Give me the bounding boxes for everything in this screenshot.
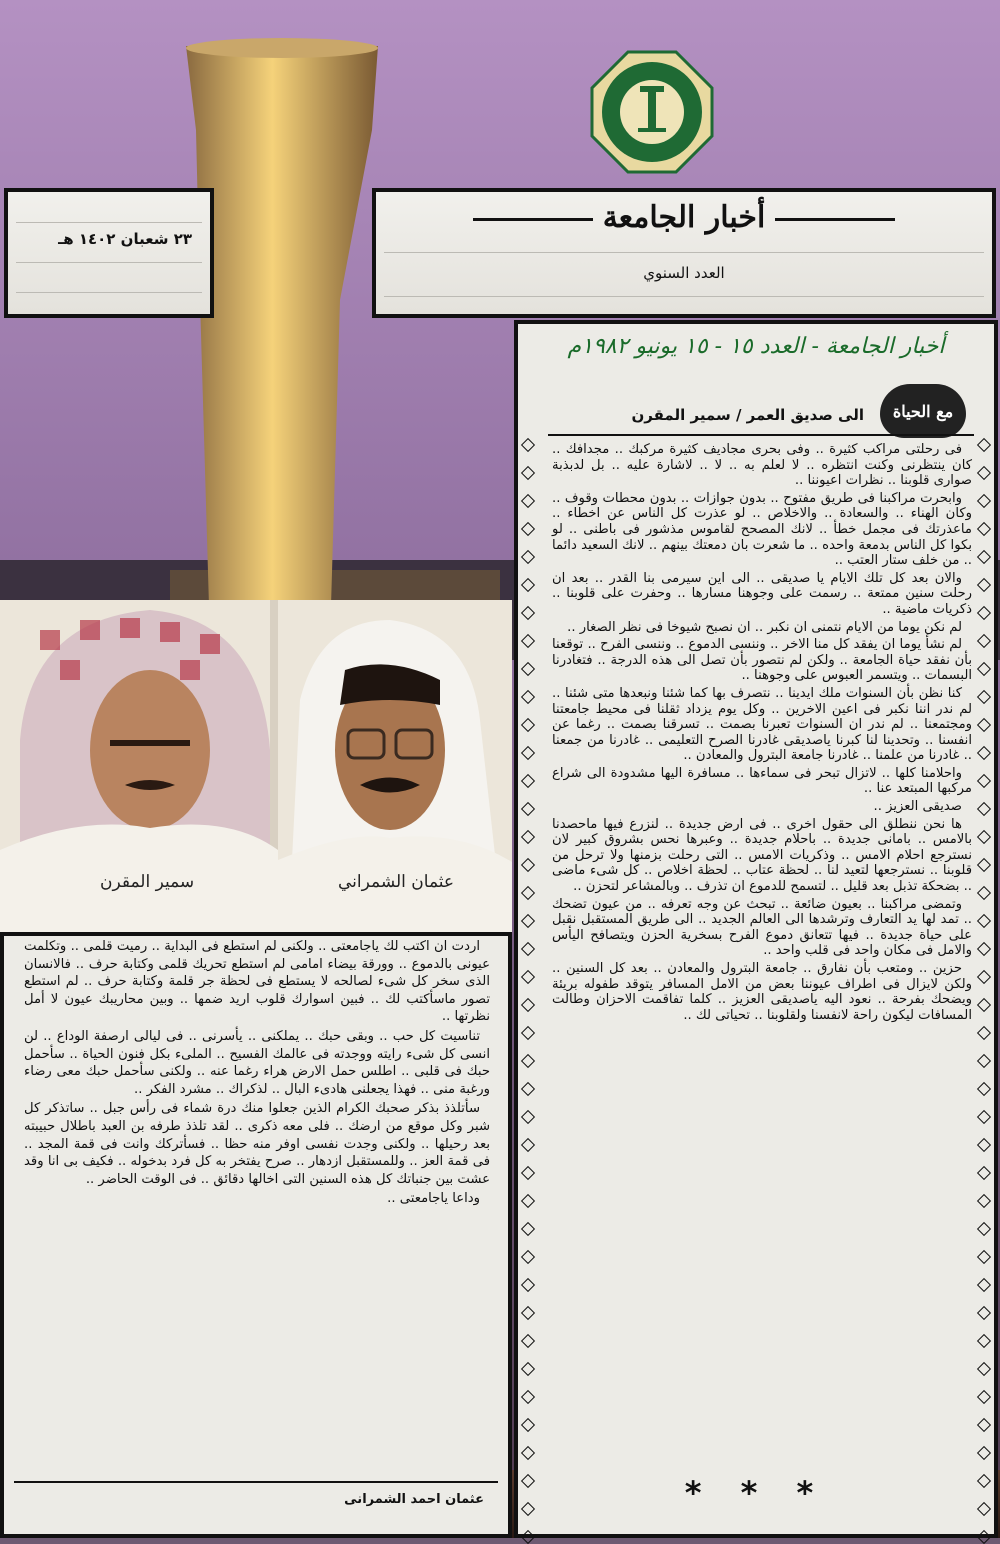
diamond-ornament — [521, 494, 535, 508]
diamond-ornament — [977, 1082, 991, 1096]
signature-rule — [14, 1481, 498, 1483]
diamond-ornament — [977, 1362, 991, 1376]
diamond-ornament — [977, 1054, 991, 1068]
diamond-ornament — [521, 1446, 535, 1460]
diamond-ornament — [977, 1194, 991, 1208]
diamond-ornament — [977, 494, 991, 508]
article-body — [552, 442, 972, 1025]
issue-date: ٢٣ شعبان ١٤٠٢ هـ — [58, 230, 192, 248]
article-byline: الى صديق العمر / سمير المقرن — [631, 406, 864, 424]
diamond-ornament — [521, 942, 535, 956]
diamond-ornament — [521, 522, 535, 536]
diamond-ornament — [521, 1194, 535, 1208]
ruled-line — [384, 252, 984, 253]
diamond-ornament — [521, 690, 535, 704]
diamond-ornament — [977, 858, 991, 872]
diamond-ornament — [521, 886, 535, 900]
paragraph: وابحرت مراكبنا فى طريق مفتوح .. بدون جوازات .. بدون محطات وقوف .. وكان الهناء .. والسعادة .. والاخلاص .. لو عذرت كل الناس عن اخطاء .. ماعذرتك فى مجمل خطأ .. لانك المصحح لقاموس مذشور فى باطنى .. لو بكوا كل الناس بدمعة واحده .. ما شعرت بان دمعتك بينهم .. لانك السعيد دائما .. من خلف ستار العتب .. — [552, 490, 972, 569]
diamond-ornament — [977, 914, 991, 928]
diamond-ornament — [521, 802, 535, 816]
diamond-ornament — [521, 774, 535, 788]
diamond-ornament — [977, 1306, 991, 1320]
diamond-ornament — [521, 1362, 535, 1376]
paragraph: لم نشأ يوما ان يفقد كل منا الاخر .. وننسى الدموع .. وننسى الفرح .. توقعنا بأن نفقد حياة الجامعة .. ولكن لم نتصور بأن تصل الى هذه الدرجة .. فتغادرنا البسمات .. ويتسمر العبوس على وجوهنا .. — [552, 637, 972, 684]
diamond-border-left — [522, 434, 534, 1494]
diamond-ornament — [977, 998, 991, 1012]
diamond-ornament — [521, 1418, 535, 1432]
diamond-ornament — [521, 970, 535, 984]
diamond-ornament — [521, 858, 535, 872]
diamond-ornament — [977, 886, 991, 900]
diamond-ornament — [521, 438, 535, 452]
paragraph: اردت ان اكتب لك ياجامعتى .. ولكنى لم استطع فى البداية .. رميت قلمى .. وتكلمت عيونى بالدموع .. وورقة بيضاء امامى لم استطع تحريك قلمى وكتابة حرف .. فالانسان الذى سخر كل شىء لصالحه لا يستطع فى لحظة جر قلمة وكتابة حرف .. لم استطع تصور ماسأكتب لك .. فبين اسوارك قلوب اريد ضمها .. وبين محاريبك عيون لا أمل نظرتها .. — [24, 939, 490, 1025]
diamond-ornament — [521, 1054, 535, 1068]
diamond-ornament — [521, 662, 535, 676]
diamond-ornament — [521, 1166, 535, 1180]
ruled-line — [16, 222, 202, 223]
paragraph: فى رحلتى مراكب كثيرة .. وفى بحرى مجاديف كثيرة مركبك .. مجدافك .. كان ينتظرنى وكنت انتظره .. لا لعلم به .. لا .. لاشارة عليه .. بل لدبذبة صوارى قلوبنا .. نظرات اعيوننا .. — [552, 442, 972, 489]
diamond-ornament — [521, 1222, 535, 1236]
diamond-ornament — [521, 606, 535, 620]
diamond-ornament — [977, 466, 991, 480]
diamond-ornament — [977, 1446, 991, 1460]
diamond-border-right — [978, 434, 990, 1494]
diamond-ornament — [977, 1530, 991, 1544]
diamond-ornament — [977, 718, 991, 732]
diamond-ornament — [521, 1110, 535, 1124]
diamond-ornament — [977, 522, 991, 536]
paragraph: وداعا ياجامعتى .. — [387, 1191, 480, 1207]
diamond-ornament — [977, 1250, 991, 1264]
diamond-ornament — [521, 1306, 535, 1320]
article-body — [24, 938, 490, 1210]
diamond-ornament — [521, 830, 535, 844]
diamond-ornament — [977, 1166, 991, 1180]
article-left — [0, 932, 512, 1538]
portrait-photo — [0, 600, 512, 932]
diamond-ornament — [977, 606, 991, 620]
paragraph: كنا نظن بأن السنوات ملك ايدينا .. نتصرف بها كما شئنا ونبعدها متى شئنا .. لم ندر اننا نكبر فى اعين الاخرين .. وكل يوم يزداد ثقلنا فى محيط جامعتنا ومجتمعنا .. لم ندر ان السنوات تعبرنا بصمت .. تسرقنا بصمت .. رغما عن انفسنا .. وتحدينا لنا كبرنا ياصديقى غادرنا الصرح التعليمى .. غادرنا من جمعنا .. غادرنا من علمنا .. غادرنا جامعة البترول والمعادن .. — [552, 685, 972, 764]
diamond-ornament — [977, 746, 991, 760]
paragraph: وتمضى مراكبنا .. بعيون ضائعة .. تبحث عن وجه تعرفه .. من عيون تضحك .. تمد لها يد التعارف وترشدها الى العالم الجديد .. الى طريق المستقبل نقبل على حياة جديدة .. فيها تتعانق دموع الفرح بسخرية الحزن ويتصافح اليأس والامل فى مكان واحد فى قلب واحد .. — [552, 896, 972, 959]
diamond-ornament — [977, 1110, 991, 1124]
diamond-ornament — [521, 1530, 535, 1544]
diamond-ornament — [977, 1138, 991, 1152]
paragraph: تناسيت كل حب .. وبقى حبك .. يملكنى .. يأسرنى .. فى ليالى ارصفة الوداع .. لن انسى كل شىء رايته ووجدته فى عالمك الفسيح .. الملىء بكل فنون الحياة .. سأحمل حبك فى قلبى .. اطلس حمل الارض هراء رغما عنه .. ولكنى سأحمل حبك معى رضاء ورغبة منى .. فهذا يجعلنى هادىء البال .. لذكراك .. مشرد الفكر .. — [24, 1028, 490, 1097]
diamond-ornament — [977, 1222, 991, 1236]
paragraph: حزين .. ومتعب بأن نفارق .. جامعة البترول والمعادن .. بعد كل السنين .. ولكن لايزال فى اطراف عيوننا بعض من الامل المسافر يتوقد طفوله بريئة ويضحك بفرحة .. نعود اليه ياصديقى العزيز .. كلما تفاقمت الاحزان وطالت المسافات ليكون راحة لانفسنا ولقلوبنا .. تحياتى لك .. — [552, 961, 972, 1023]
diamond-ornament — [521, 998, 535, 1012]
diamond-ornament — [521, 1334, 535, 1348]
diamond-ornament — [977, 942, 991, 956]
diamond-ornament — [521, 466, 535, 480]
diamond-ornament — [977, 970, 991, 984]
diamond-ornament — [521, 718, 535, 732]
photo-caption-right: عثمان الشمراني — [338, 872, 455, 892]
diamond-ornament — [521, 1250, 535, 1264]
paragraph: صديقى العزيز .. — [873, 799, 962, 815]
title-rule — [473, 218, 593, 221]
masthead-subtitle: العدد السنوي — [643, 264, 725, 282]
diamond-ornament — [521, 550, 535, 564]
diamond-ornament — [977, 774, 991, 788]
ruled-line — [16, 292, 202, 293]
diamond-ornament — [521, 1278, 535, 1292]
diamond-ornament — [521, 914, 535, 928]
article-signature: عثمان احمد الشمرانى — [344, 1492, 484, 1507]
diamond-ornament — [977, 1418, 991, 1432]
diamond-ornament — [521, 1082, 535, 1096]
diamond-ornament — [977, 578, 991, 592]
diamond-ornament — [977, 662, 991, 676]
paragraph: لم نكن يوما من الايام نتمنى ان نكبر .. ان نصبح شيوخا فى نظر الصغار .. — [567, 619, 962, 635]
diamond-ornament — [521, 1390, 535, 1404]
byline-rule — [548, 434, 974, 436]
diamond-ornament — [977, 438, 991, 452]
diamond-ornament — [521, 1138, 535, 1152]
diamond-ornament — [977, 550, 991, 564]
photo-caption-left: سمير المقرن — [100, 872, 195, 892]
diamond-ornament — [977, 690, 991, 704]
masthead — [372, 188, 996, 318]
paragraph: واحلامنا كلها .. لاتزال تبحر فى سماءها .. مسافرة اليها مشدودة الى شراع مركبها المبتعد عنا .. — [552, 765, 972, 797]
diamond-ornament — [977, 1278, 991, 1292]
paragraph: سأتلذذ بذكر صحبك الكرام الذين جعلوا منك درة شماء فى رأس جبل .. ساتذكر كل شبر وكل موقع من ارضك .. فلى معه ذكرى .. لقد تلذذ طرفه بن العبد باطلال حبيبته بعد رحيلها .. ولكنى وجدت نفسى اوفر منه حظا .. فسأتركك وانت فى قمة المجد .. فى قمة العز .. وللمستقبل ازدهار .. صرح يفتخر به كل فرد بدخوله .. فكيف بى انا وقد عشت بين جنباتك كل هذه السنين التى اخالها دقائق .. فى الوقت الحاضر .. — [24, 1101, 490, 1187]
date-box — [4, 188, 214, 318]
ruled-line — [384, 296, 984, 297]
closing-stars: * * * — [684, 1474, 828, 1512]
masthead-title — [376, 200, 992, 235]
masthead-title-text: أخبار الجامعة — [602, 200, 766, 235]
paragraph: والان بعد كل تلك الايام يا صديقى .. الى اين سيرمى بنا القدر .. بعد ان رحلت سنين ممتعة .. رسمت على وجوهنا مسارها .. وحفرت على قلوبنا .. ذكريات ماضية .. — [552, 570, 972, 617]
diamond-ornament — [977, 1390, 991, 1404]
paragraph: ها نحن ننطلق الى حقول اخرى .. فى ارض جديدة .. لنزرع فيها ماحصدنا بالامس .. بامانى جديدة .. باحلام جديدة .. وعبرها نحس بشروق كبير لان نسترجع احلام الامس .. وذكريات الامس .. التى رحلت بزمنها ولا ترحل من قلوبنا .. نسترجعها لتعيد لنا .. لحظة عتاب .. لحظة اخلاص .. كل شىء ماضى .. بضحكة تذبل بعد قليل .. لتسمح للدموع ان تذرف .. وبالمشاعر لتحزن .. — [552, 816, 972, 895]
diamond-ornament — [977, 1026, 991, 1040]
title-rule — [775, 218, 895, 221]
ruled-line — [16, 262, 202, 263]
diamond-ornament — [521, 1026, 535, 1040]
diamond-ornament — [977, 802, 991, 816]
diamond-ornament — [977, 830, 991, 844]
diamond-ornament — [977, 634, 991, 648]
diamond-ornament — [521, 634, 535, 648]
diamond-ornament — [977, 1334, 991, 1348]
college-logo — [590, 50, 714, 174]
article-right — [514, 320, 998, 1538]
diamond-ornament — [521, 746, 535, 760]
diamond-ornament — [521, 578, 535, 592]
handwritten-caption: أخبار الجامعة - العدد ١٥ - ١٥ يونيو ١٩٨٢م — [567, 334, 945, 359]
section-badge: مع الحياة — [880, 384, 966, 438]
